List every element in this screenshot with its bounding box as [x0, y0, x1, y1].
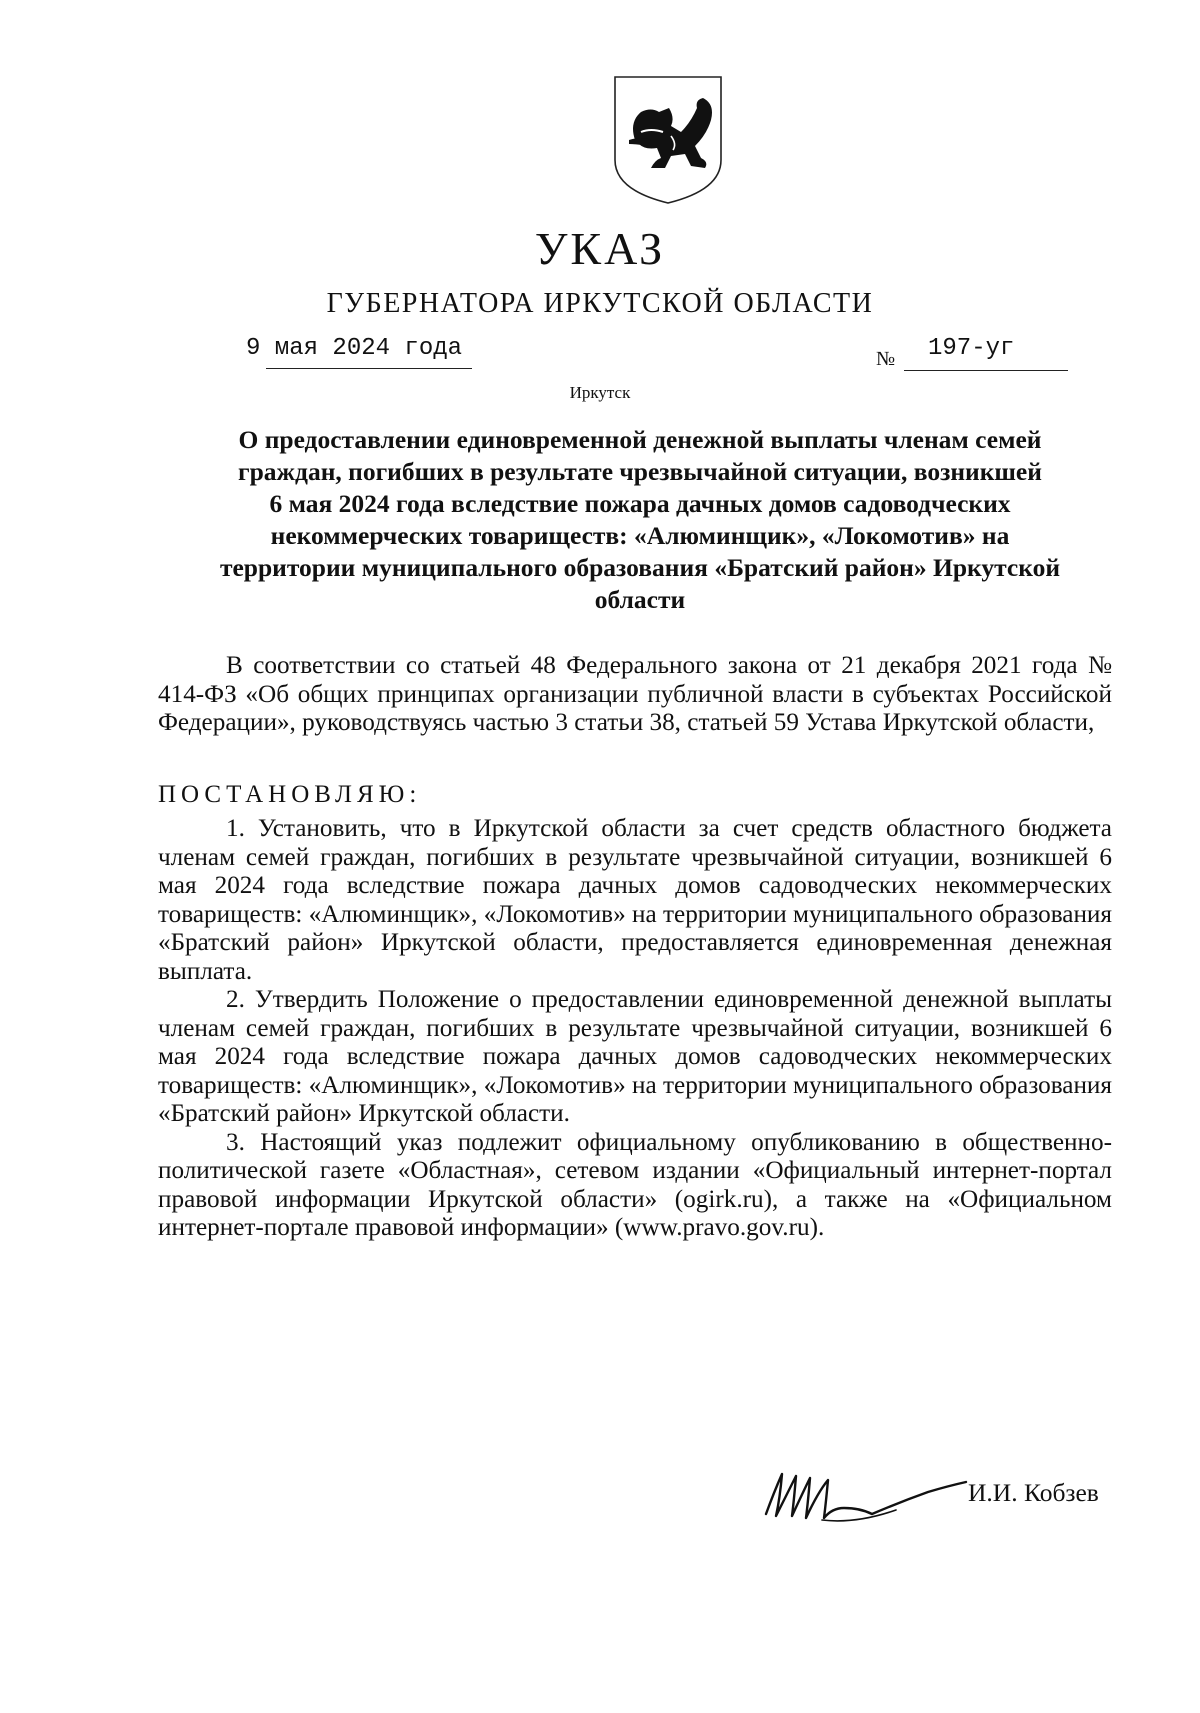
document-number: 197-уг	[928, 335, 1015, 362]
preamble-paragraph: В соответствии со статьей 48 Федерального закона от 21 декабря 2021 года № 414-ФЗ «Об общих принципах организации публичной власти в субъектах Российской Федерации», руководствуясь частью 3 статьи 38, статьей 59 Устава Иркутской области,	[158, 652, 1112, 736]
title-line: 6 мая 2024 года вследствие пожара дачных домов садоводческих	[269, 489, 1011, 518]
title-line: О предоставлении единовременной денежной выплаты членам семей	[238, 425, 1042, 454]
preamble	[158, 652, 1112, 738]
issue-city: Иркутск	[569, 383, 631, 402]
irkutsk-coat-of-arms-icon	[611, 74, 725, 206]
document-date: 9 мая 2024 года	[246, 335, 463, 362]
decree-word: ПОСТАНОВЛЯЮ:	[158, 781, 422, 808]
number-underline	[904, 370, 1068, 371]
handwritten-signature	[760, 1462, 970, 1532]
decree-item-1: 1. Установить, что в Иркутской области за счет средств областного бюджета членам семей граждан, погибших в результате чрезвычайной ситуации, возникшей 6 мая 2024 года вследствие пожара дачных домов садоводческих некоммерческих товариществ: «Алюминщик», «Локомотив» на территории муниципального образования «Братский район» Иркутской области, предоставляется единовременная денежная выплата.	[158, 815, 1112, 985]
decree-item-3: 3. Настоящий указ подлежит официальному опубликованию в общественно-политической газете «Областная», сетевом издании «Официальный интернет-портал правовой информации Иркутской области» (ogirk.ru), а также на «Официальном интернет-портале правовой информации» (www.pravo.gov.ru).	[158, 1128, 1112, 1241]
title-line: некоммерческих товариществ: «Алюминщик», «Локомотив» на	[270, 521, 1010, 550]
title-line: территории муниципального образования «Братский район» Иркутской	[219, 553, 1061, 582]
number-sign: №	[876, 348, 896, 370]
decree-items	[158, 815, 1112, 1243]
decree-item-2: 2. Утвердить Положение о предоставлении единовременной денежной выплаты членам семей граждан, погибших в результате чрезвычайной ситуации, возникшей 6 мая 2024 года вследствие пожара дачных домов садоводческих некоммерческих товариществ: «Алюминщик», «Локомотив» на территории муниципального образования «Братский район» Иркутской области.	[158, 986, 1112, 1127]
date-underline	[266, 368, 472, 369]
signer-name: И.И. Кобзев	[968, 1478, 1099, 1507]
title-line: граждан, погибших в результате чрезвычайной ситуации, возникшей	[238, 457, 1042, 486]
issuer-title: ГУБЕРНАТОРА ИРКУТСКОЙ ОБЛАСТИ	[326, 288, 874, 319]
document-type: УКАЗ	[534, 223, 666, 274]
title-line: области	[594, 585, 686, 614]
document-title	[170, 424, 1110, 616]
